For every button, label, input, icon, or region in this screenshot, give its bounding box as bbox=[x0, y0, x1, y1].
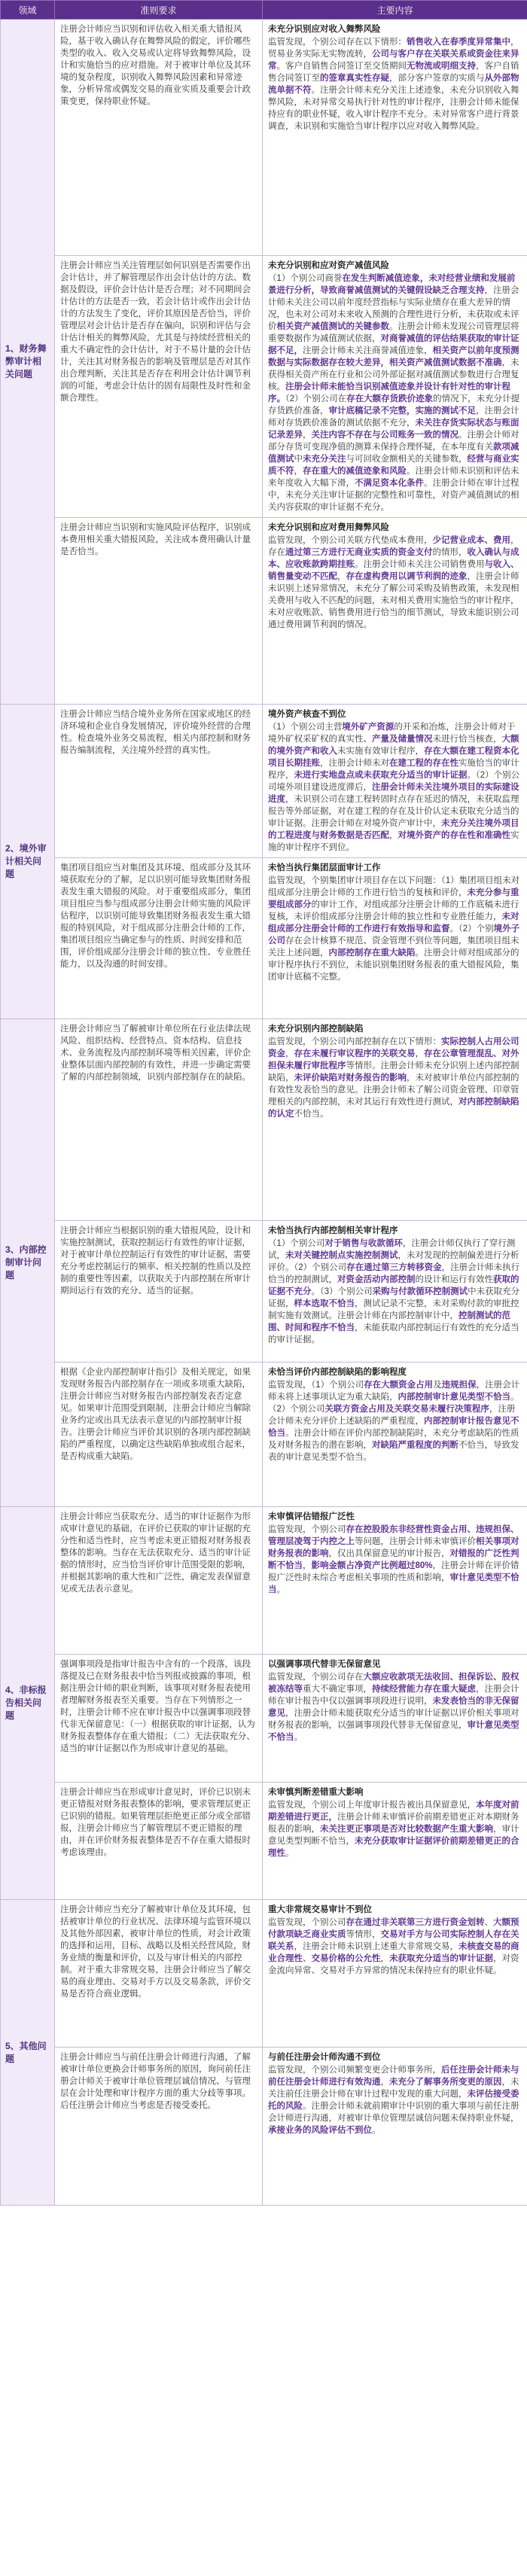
body-text: 。注册会计师未关注公司销售费用 bbox=[355, 560, 485, 569]
highlighted-text: 资金往来异常 bbox=[268, 50, 519, 71]
body-text: 的审计工作，对组成部分注册会计师的工作底稿未进行复核，未评价组成部分注册会计师的独立性和专业胜任能力， bbox=[268, 900, 519, 921]
issue-body bbox=[268, 1671, 522, 1743]
body-text: 。（3）个别公司 bbox=[311, 1287, 373, 1296]
highlighted-text: 境外矿产资源 bbox=[342, 723, 394, 732]
body-text: ， bbox=[380, 2078, 389, 2087]
content-cell bbox=[263, 1019, 527, 1221]
body-text: 、 bbox=[303, 1954, 312, 1963]
body-text: 。（2）个别公司 bbox=[268, 1393, 519, 1414]
highlighted-text: 违规担保 bbox=[441, 1381, 477, 1390]
body-text: 不恰当，导致发表的审计意见类型不恰当。 bbox=[268, 1441, 519, 1462]
issue-title: 未恰当评价内部控制缺陷的影响程度 bbox=[268, 1368, 407, 1377]
issue-body bbox=[268, 875, 522, 983]
highlighted-text: 样本选取不恰当 bbox=[294, 1299, 355, 1308]
header-requirement: 准则要求 bbox=[55, 1, 263, 20]
requirement-cell: 注册会计师应当关注管理层如何识别是否需要作出会计估计，并了解管理层作出会计估计的方法、数据及假设，评价会计估计是否合理；对不同期间会计估计的方法是否一致，若会计估计或作出会计估计的方法发生了变化，评价其原因是否恰当，评价管理层对会计估计是否存在偏向，识别和评估与会计估计相关的舞弊风险，尤其是与持续经营相关的重大不确定性的会计估计，对于不易计量的会计估计，关注其对财务报告的影响及管理层是否对其作出合理判断，关注其是否存在利用会计估计调节利润的可能，考虑会计估计的固有局限性及时性和金额合理性。 bbox=[55, 256, 263, 518]
issue-title: 未审慎评估错报广泛性 bbox=[268, 1512, 355, 1521]
body-text: 。客户自销售合同签订至交货期间 bbox=[276, 62, 407, 71]
body-text: 。注册会计师未就前期审计中识别的重大事项与前任注册会计师进行沟通，对被审计单位管理层诚信问题未保持职业怀疑， bbox=[268, 2102, 519, 2123]
content-cell bbox=[263, 20, 527, 256]
highlighted-text: 存在未履行审议程序的关联交易 bbox=[294, 1049, 416, 1058]
highlighted-text: 对资金活动内部控制 bbox=[337, 1275, 416, 1284]
body-text: ， bbox=[415, 1049, 424, 1058]
table-row bbox=[1, 1221, 527, 1363]
body-text: 。注册会计师对组成部分的审计程序执行不到位，未能识别集团财务报表的重大错报风险，集团审计底稿不完整。 bbox=[268, 948, 519, 982]
body-text: 存在会计核算不规范、资金管理不到位等问题，集团项目组未关注上述问题， bbox=[268, 936, 519, 958]
highlighted-text: 存在通过第三方转移资金 bbox=[346, 1263, 442, 1272]
highlighted-text: 公司与客户存在关联关系或 bbox=[372, 50, 476, 59]
highlighted-text: 对于销售与收款循环 bbox=[324, 1239, 403, 1248]
body-text: ，注册会计师未关注公司以前年度经营指标与实际业绩存在重大差异的情况，也未对公司对未来收入预测的合理性进行分析，未获取或未评价 bbox=[268, 286, 519, 331]
highlighted-text: 影响金额占净资产比例超过80% bbox=[311, 1561, 433, 1570]
highlighted-text: 存在公章管理混乱、对外担保未履行审批程序 bbox=[268, 1049, 519, 1070]
body-text: 等情形， bbox=[346, 1930, 381, 1939]
highlighted-text: 关注内容不存在与公司账务一致的情况 bbox=[311, 431, 458, 440]
highlighted-text: 与收入、销售量变动不匹配 bbox=[268, 560, 519, 581]
body-text: ，注册会计师未识别上述异常情况，未充分了解公司采购及销售政策，未发现相关费用与收入不匹配的问题，未对相关费用实施恰当的审计程序，未对应收账款、销售费用进行恰当的细节测试，导致未能识别公司通过费用调节利润的情况。 bbox=[268, 572, 519, 629]
body-text: ，未获得相关资产所在行业和公司外部证据对减值测试参数进行合理复核。 bbox=[268, 358, 519, 391]
highlighted-text: 未充分获取审计证据评价前期差错更正的合理性 bbox=[268, 1837, 519, 1858]
highlighted-text: 存在大额资金占用 bbox=[364, 1381, 434, 1390]
highlighted-text: 存在控股股东非经营性资金占用、违规担保、管理层凌驾于内控之上 bbox=[268, 1525, 519, 1546]
table-row bbox=[1, 20, 527, 256]
body-text: ， bbox=[303, 1561, 312, 1570]
highlighted-text: 审计意见类型不恰当 bbox=[268, 1721, 519, 1742]
header-content: 主要内容 bbox=[263, 1, 527, 20]
body-text: 监管发现，个别公司 bbox=[268, 1918, 346, 1927]
body-text: 监管发现，个别公司上年度审计报告被出具保留意见， bbox=[268, 1801, 476, 1810]
body-text: ，客户自销售合同签订至 bbox=[268, 62, 519, 83]
highlighted-text: 经营与商业实质不符 bbox=[268, 455, 519, 476]
highlighted-text: 未充分参与重要组成部分 bbox=[268, 888, 519, 909]
issue-body bbox=[268, 2064, 522, 2136]
highlighted-text: 存在大额存货跌价迹象 bbox=[346, 394, 434, 403]
issue-title: 境外资产核查不到位 bbox=[268, 710, 346, 719]
highlighted-text: 交易对手方与公司实际控制人存在关联关系 bbox=[268, 1930, 519, 1951]
highlighted-text: 未评价缺陷对财务报告的影响 bbox=[294, 1073, 407, 1082]
requirement-cell: 强调事项段是指审计报告中含有的一个段落，该段落提及已在财务报表中恰当列报或披露的事项，根据注册会计师的职业判断，该事项对财务报表使用者理解财务报表至关重要。当存在下列情形之一时，注册会计师不应在审计报告中以强调事项段替代非无保留意见：（一）根据获取的审计证据，认为财务报表整体存在重大错报；（二）无法获取充分、适当的审计证据以作为形成审计意见的基础。 bbox=[55, 1655, 263, 1783]
table-row bbox=[1, 1363, 527, 1507]
highlighted-text: 关联方资金占用及关联交易未履行决策程序 bbox=[324, 1405, 489, 1414]
highlighted-text: 不满足资本化条件 bbox=[355, 479, 424, 488]
highlighted-text: 内部控制审计意见类型不恰当 bbox=[398, 1393, 510, 1402]
content-cell bbox=[263, 705, 527, 858]
body-text: 。 bbox=[276, 1585, 285, 1594]
content-cell bbox=[263, 518, 527, 705]
body-text: ， bbox=[285, 1049, 294, 1058]
highlighted-text: 相关资产以前年度预测数据与实际数据存在较大差异，相关资产减值测试数据不准确 bbox=[268, 346, 519, 367]
body-text: 的情形， bbox=[432, 548, 468, 557]
highlighted-text: 款项减值测试 bbox=[268, 443, 519, 464]
highlighted-text: 未充分关注境外项目的工程进度与财务数据是否匹配 bbox=[268, 819, 519, 840]
table-row bbox=[1, 1507, 527, 1655]
body-text: 及 bbox=[433, 1381, 442, 1390]
body-text: ，未关注前任注册会计师在审计过程中发现的重大问题， bbox=[268, 2078, 519, 2099]
highlighted-text: 未关注存货实际状态与账面记录差异 bbox=[268, 419, 519, 440]
body-text: （2）个别公司在 bbox=[285, 394, 347, 403]
body-text: 。注册会计师对部分存货可变现净值的测算未保持合理怀疑，在本年度有关 bbox=[268, 431, 519, 452]
body-text: ， bbox=[337, 572, 346, 581]
highlighted-text: 未对关键控制点实施控制测试 bbox=[285, 1251, 398, 1260]
issue-body bbox=[268, 1799, 522, 1859]
content-cell bbox=[263, 1655, 527, 1783]
table-row bbox=[1, 1900, 527, 2048]
highlighted-text: 对境外资产的存在性和准确性 bbox=[398, 831, 510, 840]
body-text: ， bbox=[303, 431, 312, 440]
highlighted-text: 未核查交易的商业合理性 bbox=[268, 1942, 519, 1963]
issue-body bbox=[268, 1379, 522, 1463]
body-text: 。 bbox=[285, 1849, 294, 1858]
table-row bbox=[1, 1655, 527, 1783]
domain-cell: 4、非标报告相关问题 bbox=[1, 1507, 55, 1900]
highlighted-text: 注册会计师未能恰当识别减值迹象并设计有针对性的审计程序。 bbox=[268, 382, 510, 403]
body-text: 。注册会计师未识别和评估未来年度收入大幅下滑， bbox=[268, 467, 519, 488]
highlighted-text: 存在虚构费用以调节利润的迹象 bbox=[346, 572, 468, 581]
body-text: 。（2）个别公司境外项目建设进度滞后， bbox=[268, 771, 520, 792]
content-cell bbox=[263, 858, 527, 1019]
body-text: 注册会计师未关注商誉减值迹象， bbox=[303, 346, 433, 355]
highlighted-text: 存在通过非关联第三方进行资金划转 bbox=[346, 1918, 485, 1927]
issue-body bbox=[268, 1917, 522, 1977]
highlighted-text: 注册会计师未关注境外项目的实际建设进度 bbox=[268, 783, 519, 804]
requirement-cell: 注册会计师应当与前任注册会计师进行沟通，了解被审计单位更换会计师事务所的原因，询问前任注册会计师关于被审计单位管理层诚信情况、与管理层在会计处理和审计程序方面的重大分歧等事项。后任注册会计师应当考虑是否接受委托。 bbox=[55, 2048, 263, 2206]
body-text: 。 bbox=[294, 1733, 303, 1742]
highlighted-text: 未充分关注 bbox=[303, 455, 346, 464]
body-text: （1）个别公司主营 bbox=[268, 723, 343, 732]
requirement-cell: 注册会计师应当结合境外业务所在国家或地区的经济环境和企业自身发展情况，评价境外经营的合理性。检查境外业务交易流程，相关内部控制和财务报告编制流程，关注境外经营的真实性。 bbox=[55, 705, 263, 858]
table-row bbox=[1, 705, 527, 858]
body-text: 监管发现，（1）个别公司 bbox=[268, 1381, 364, 1390]
body-text: ，未能获取内部控制运行有效性的充分适当的审计证据。 bbox=[268, 1323, 519, 1344]
highlighted-text: 在发生判断减值迹象，未对经营业绩和发展前景进行分析，导致商誉减值测试的关键假设缺乏合理支持 bbox=[268, 274, 516, 295]
issue-body bbox=[268, 534, 522, 631]
content-cell bbox=[263, 2048, 527, 2206]
body-text: ，注册会计师未对 bbox=[320, 759, 389, 768]
table-row bbox=[1, 518, 527, 705]
body-text: ，注册会计师对存货跌价准备的测试依据不充分， bbox=[268, 406, 519, 428]
requirement-cell: 注册会计师应当在形成审计意见时，评价已识别未更正错报对财务报表整体的影响，要求管理层更正已识别的错报。如果管理层拒绝更正部分或全部错报，注册会计师应当了解管理层不更正错报的理由，并在评价财务报表整体是否不存在重大错报时考虑该理由。 bbox=[55, 1783, 263, 1900]
issue-title: 未充分识别和应对费用舞弊风险 bbox=[268, 523, 389, 532]
body-text: 。（2）个别 bbox=[449, 924, 494, 933]
highlighted-text: 获取的证据不充分 bbox=[268, 1275, 519, 1296]
body-text: 监管发现，个别公司存在 bbox=[268, 1673, 364, 1682]
body-text: ，贸易业务实际无实物流转， bbox=[268, 38, 519, 59]
highlighted-text: 未发表恰当的非无保留意见 bbox=[268, 1697, 519, 1718]
highlighted-text: 未充分了解事务所变更的原因 bbox=[389, 2078, 502, 2087]
highlighted-text: 内部控制审计报告意见不恰当 bbox=[268, 1417, 519, 1438]
content-cell bbox=[263, 1221, 527, 1363]
body-text: ，注册会计师未将上述事项认定为重大缺陷， bbox=[268, 1381, 520, 1402]
body-text: ，对资金流向异常、交易对手方异常的情况未保持应有的职业怀疑。 bbox=[268, 1954, 519, 1975]
issue-title: 未充分识别内部控制缺陷 bbox=[268, 1025, 364, 1034]
header-domain: 领域 bbox=[1, 1, 55, 20]
content-cell bbox=[263, 1783, 527, 1900]
table-row bbox=[1, 1019, 527, 1221]
body-text: ，注册会计师未执行恰当的控制测试， bbox=[268, 1263, 520, 1284]
issue-title: 与前任注册会计师沟通不到位 bbox=[268, 2053, 381, 2062]
highlighted-text: 收入确认与成本、应收账款跨期挂账 bbox=[268, 548, 519, 569]
highlighted-text: 大额预付款项缺乏商业实质 bbox=[268, 1918, 519, 1939]
issue-title: 未恰当执行集团层面审计工作 bbox=[268, 863, 381, 872]
body-text: ，存在 bbox=[268, 536, 519, 557]
requirement-cell: 注册会计师应当识别和实施风险评估程序，识别成本费用相关重大错报风险，关注成本费用确认计量是否恰当。 bbox=[55, 518, 263, 705]
issue-body bbox=[268, 1238, 522, 1346]
body-text: 重大不确定事项， bbox=[303, 1685, 372, 1694]
requirement-cell: 注册会计师应当充分了解被审计单位及其环境，包括被审计单位的行业状况、法律环境与监管环境以及其他外部因素，被审计单位的性质，对会计政策的选择和运用，目标、战略以及相关经营风险，财务业绩的衡量和评价，以及与审计相关的内部控制。对于重大非常规交易，注册会计师应当了解交易的商业理由、交易对手方以及交易条款，评价交易是否符合商业逻辑。 bbox=[55, 1900, 263, 2048]
body-text: 与可回收金额相关的关键参数， bbox=[346, 455, 468, 464]
highlighted-text: 存在重大的减值迹象和风险 bbox=[303, 467, 407, 476]
requirement-cell: 集团项目组应当对集团及其环境、组成部分及其环境获取充分的了解，足以识别可能导致集团财务报表发生重大错报的风险。对于重要组成部分，集团项目组应当参与组成部分注册会计师实施的风险评估程序，以识别可能导致集团财务报表发生重大错报的特别风险，对于组成部分注册会计师的工作，集团项目组应当确定参与的性质、时间安排和范围，评价组成部分注册会计师的独立性、专业胜任能力，以及沟通的时间安排。 bbox=[55, 858, 263, 1019]
highlighted-text: 产量及储量情况 bbox=[372, 735, 433, 744]
highlighted-text: 承接业务的风险评估不到位 bbox=[268, 2126, 372, 2135]
table-row bbox=[1, 2048, 527, 2206]
highlighted-text: 内部控制存在重大缺陷 bbox=[328, 948, 416, 958]
body-text: 监管发现，个别公司内部控制存在以下情形： bbox=[268, 1037, 441, 1046]
requirement-cell: 注册会计师应当识别和评估收入相关重大错报风险，基于收入确认存在舞弊风险的假定，评价哪些类型的收入、收入交易或认定将导致舞弊风险，设计和实施恰当的应对措施。对于被审计单位及其环境的复杂程度，识别收入舞弊风险因素和异常迹象，分析异常或偶发交易的商业实质及重要会计政策变更，保持职业怀疑。 bbox=[55, 20, 263, 256]
body-text: 中未获取充分证据， bbox=[268, 1287, 520, 1308]
issue-title: 未充分识别应对收入舞弊风险 bbox=[268, 25, 381, 34]
body-text: 注册会计师未审慎评价前期差错更正对本期财务报表的影响， bbox=[268, 1813, 519, 1834]
body-text: ，仅出具保留意见的审计报告， bbox=[328, 1549, 450, 1558]
highlighted-text: 控制测试的范围、时间和程序不恰当 bbox=[268, 1311, 510, 1332]
body-text: 的开采和冶炼，注册会计师对于境外矿权采矿权的真实性、 bbox=[268, 723, 516, 744]
body-text: 实施恰当的审计程序， bbox=[268, 759, 519, 780]
body-text: 监管发现，个别公司关联方代垫成本费用， bbox=[268, 536, 433, 545]
content-cell bbox=[263, 256, 527, 518]
body-text: 监管发现，个别集团审计项目存在以下问题：（1）集团项目组未对组成部分注册会计师的工作进行恰当的复核和评价， bbox=[268, 876, 520, 897]
highlighted-text: 审计意见类型不恰当 bbox=[268, 1573, 519, 1594]
highlighted-text: 对商誉减值的评估结果获取的审计证据不足， bbox=[268, 334, 519, 355]
requirement-cell: 注册会计师应当获取充分、适当的审计证据作为形成审计意见的基础，在评价已获取的审计证据的充分性和适当性时，应当考虑未更正错报对财务报表整体的影响。当存在无法获取充分、适当的审计证据的情形时，应当恰当评价审计范围受限的影响，并根据其影响的重大性和广泛性，确定发表保留意见或无法表示意见。 bbox=[55, 1507, 263, 1655]
highlighted-text: 通过第三方进行无商业实质的资金支付 bbox=[285, 548, 433, 557]
highlighted-text: 未评估接受委托的风险 bbox=[268, 2090, 519, 2111]
issue-body bbox=[268, 721, 522, 854]
issue-title: 未恰当执行内部控制相关审计程序 bbox=[268, 1226, 398, 1235]
domain-cell: 3、内部控制审计问题 bbox=[1, 1019, 55, 1507]
highlighted-text: 未关注更正事项是否对比较数据产生重大影响 bbox=[320, 1825, 493, 1834]
highlighted-text: 大额应收款项无法收回、担保诉讼、股权被冻结等 bbox=[268, 1673, 519, 1694]
highlighted-text: 销售收入在春季度异常集中 bbox=[407, 38, 510, 47]
body-text: 。注册会计师未充分关注上述迹象，未充分识别收入舞弊风险，未对异常交易执行针对性的审计程序，注册会计师未能保持应有的职业怀疑，收入审计程序不充分。未对异常客户进行背景调查，未识别和实施恰当审计程序以应对收入舞弊风险。 bbox=[268, 86, 519, 131]
content-cell bbox=[263, 1363, 527, 1507]
highlighted-text: 的签章真实性存疑 bbox=[320, 74, 389, 83]
highlighted-text: 审计底稿记录不完整，实施的测试不足 bbox=[328, 406, 476, 416]
issue-title: 以强调事项代替非无保留意见 bbox=[268, 1660, 381, 1669]
highlighted-text: 采购与付款循环控制测试 bbox=[372, 1287, 468, 1296]
issue-title: 未审慎判断差错重大影响 bbox=[268, 1788, 364, 1797]
requirement-cell: 根据《企业内部控制审计指引》及相关规定，如果发现财务报告内部控制存在一项或多项重大缺陷，注册会计师应当对财务报告内部控制发表否定意见。如果审计范围受到限制，注册会计师应当解除业务约定或出具无法表示意见的内部控制审计报告。注册会计师应当评价其识别的各项内部控制缺陷的严重程度，以确定这些缺陷单独或组合起来，是否构成重大缺陷。 bbox=[55, 1363, 263, 1507]
highlighted-text: 在建工程的存在性 bbox=[389, 759, 458, 768]
highlighted-text: 相关资产减值测试的关键参数 bbox=[276, 322, 389, 331]
body-text: ，注册会计师未识别上述重大非常规交易， bbox=[294, 1942, 458, 1951]
highlighted-text: 对缺陷严重程度的判断 bbox=[372, 1441, 458, 1450]
body-text: ，注册会计师在审计报告中仅以强调事项段进行说明， bbox=[268, 1685, 519, 1706]
issue-body bbox=[268, 273, 522, 513]
body-text: 。注册会计师在审计过程中，未充分关注审计证据的完整性和可靠性，对资产减值测试的相关内容获取的审计证据不充分。 bbox=[268, 479, 519, 512]
table-body bbox=[1, 20, 527, 2206]
highlighted-text: 后任注册会计师未与前任注册会计师进行有效沟通 bbox=[268, 2066, 519, 2087]
domain-cell: 2、境外审计相关问题 bbox=[1, 705, 55, 1019]
body-text: 等情形。注册会计师未充分识别上述内部控制缺陷， bbox=[268, 1061, 519, 1082]
table-row bbox=[1, 256, 527, 518]
table-row bbox=[1, 858, 527, 1019]
body-text: 等问题，注册会计师未审慎评价 bbox=[355, 1537, 476, 1546]
body-text: ，注册会计师未能获取充分适当的审计证据以评价相关事项对财务报表的影响，以强调事项段代替非无保留意见， bbox=[268, 1709, 519, 1730]
body-text: 实施的审计程序不到位。 bbox=[268, 831, 519, 852]
requirement-cell: 注册会计师应当了解被审计单位所在行业法律法规风险、组织结构、经营特点、资本结构、信息技术、业务流程及内部控制环境等相关因素，评价企业整体层面内部控制的有效性，并进一步确定需要了解的内部控制领域，识别内部控制存在的缺陷。 bbox=[55, 1019, 263, 1221]
body-text: 的设计和运行有效性 bbox=[415, 1275, 493, 1284]
body-text: 中 bbox=[294, 455, 303, 464]
domain-cell: 5、其他问题 bbox=[1, 1900, 55, 2206]
body-text: 未进行恰当核查， bbox=[432, 735, 502, 744]
body-text: ，部分客户签章的实质与 bbox=[389, 74, 485, 83]
highlighted-text: 未进行实地盘点或未获取充分适当的审计证据 bbox=[294, 771, 468, 780]
issue-title: 重大非常规交易审计不到位 bbox=[268, 1905, 372, 1914]
body-text: 不恰当。 bbox=[294, 1110, 329, 1119]
body-text: ，注册会计师仅执行了穿行测试， bbox=[268, 1239, 516, 1260]
body-text: 。注册会计师未发现公司管理层将重要数据作为减值测试依据， bbox=[268, 322, 519, 343]
body-text: ，测试记录不完整，未对采购付款的审批控制实施有效测试。注册会计师在内部控制审计中， bbox=[268, 1299, 519, 1320]
highlighted-text: 交易价格的公允性 bbox=[311, 1954, 381, 1963]
issue-title: 未充分识别和应对资产减值风险 bbox=[268, 261, 389, 270]
body-text: 监管发现，个别公司频繁变更会计师事务所， bbox=[268, 2066, 441, 2075]
highlighted-text: 未获取充分适当的审计证据 bbox=[389, 1954, 493, 1963]
issue-body bbox=[268, 1524, 522, 1596]
highlighted-text: 从外部物流单据不符 bbox=[268, 74, 519, 95]
highlighted-text: 对内部控制缺陷的认定 bbox=[268, 1098, 519, 1119]
highlighted-text: 境外子公司 bbox=[268, 924, 520, 945]
body-text: （1）个别公司商誉 bbox=[268, 274, 343, 283]
body-text: ， bbox=[294, 467, 303, 476]
body-text: 的情况下，未充分计提存货跌价准备， bbox=[268, 394, 520, 416]
requirement-cell: 注册会计师应当根据识别的重大错报风险，设计和实施控制测试，获取控制运行有效性的审计证据，对于被审计单位控制运行有效性的审计证据，需要充分考虑控制运行的频率、相关控制的性质以及控制的重要性等因素，以获取关于内部控制在所审计期间运行有效的充分、适当的证据。 bbox=[55, 1221, 263, 1363]
highlighted-text: 大额的境外资产和收入 bbox=[268, 735, 519, 756]
body-text: 监管发现，个别公司 bbox=[268, 1525, 346, 1534]
highlighted-text: 对错报的广泛性判断不恰当 bbox=[268, 1549, 519, 1570]
body-text: ，未对被审计单位内部控制的有效性发表恰当的意见。注册会计师未了解公司资金管理、印章管理相关的内部控制，未对其运行有效性进行测试， bbox=[268, 1073, 519, 1107]
body-text: 。 bbox=[372, 2126, 381, 2135]
body-text: 监管发现，个别公司存在以下情形： bbox=[268, 38, 407, 47]
highlighted-text: 存在大额在建工程资本化项目长期挂账 bbox=[268, 747, 519, 768]
body-text: （1）个别公司 bbox=[268, 1239, 325, 1248]
body-text: ，审计意见类型判断不恰当， bbox=[268, 1825, 519, 1846]
issue-body bbox=[268, 36, 522, 132]
highlighted-text: 持续经营能力存在重大疑虑 bbox=[372, 1685, 476, 1694]
domain-cell: 1、财务舞弊审计相关问题 bbox=[1, 20, 55, 705]
body-text: 未实施有效审计程序， bbox=[337, 747, 424, 756]
highlighted-text: 少记营业成本、费用 bbox=[432, 536, 510, 545]
table-header-row bbox=[1, 1, 527, 20]
highlighted-text: 未对组成部分注册会计师的工作进行有效指导和监督 bbox=[268, 912, 519, 933]
body-text: 、 bbox=[484, 1918, 493, 1927]
body-text: ， bbox=[389, 831, 398, 840]
body-text: ，注册会计师在评价错报广泛性时未综合考虑相关事项的性质和影响， bbox=[268, 1561, 519, 1582]
highlighted-text: 本年度对前期差错进行更正， bbox=[268, 1801, 519, 1822]
highlighted-text: 无物流或明细支持 bbox=[407, 62, 476, 71]
issue-body bbox=[268, 1036, 522, 1120]
content-cell bbox=[263, 1900, 527, 2048]
highlighted-text: 实际控制人占用公司资金 bbox=[268, 1037, 519, 1058]
body-text: 。注册会计师在评价内部控制缺陷时，未充分考虑缺陷的性质及对财务报告的潜在影响， bbox=[268, 1429, 519, 1450]
highlighted-text: 相关事项对财务报表的影响 bbox=[268, 1537, 519, 1558]
body-text: ，注册会计师未充分评价上述缺陷的严重程度， bbox=[268, 1405, 516, 1426]
content-cell bbox=[263, 1507, 527, 1655]
table-row bbox=[1, 1783, 527, 1900]
body-text: ， bbox=[380, 1954, 389, 1963]
body-text: ，未识别公司在建工程转固时点存在延迟的情况，未获取监理报告等外部证据，对在建工程的存在及计价认定未获取充分适当的审计证据。注册会计师在对境外资产审计中， bbox=[268, 795, 519, 828]
body-text: ，未对发现的控制偏差进行分析评价。（2）个别公司 bbox=[268, 1251, 519, 1272]
